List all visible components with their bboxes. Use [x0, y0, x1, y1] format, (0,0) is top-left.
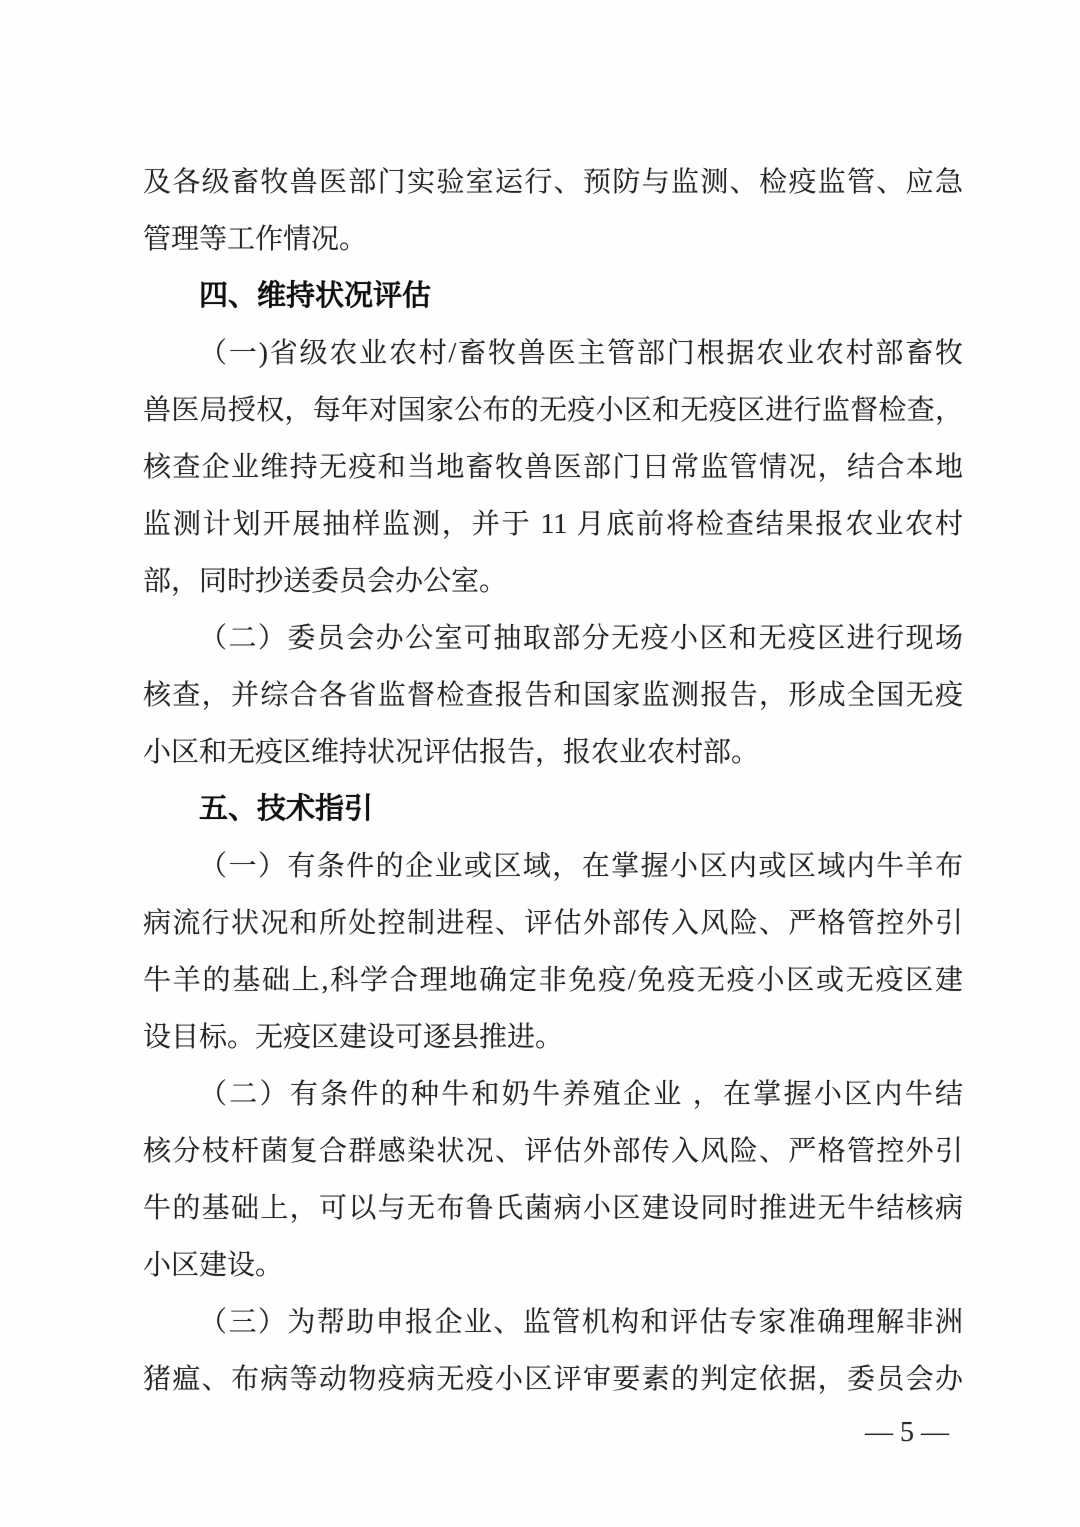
- section-heading-5-technical: 五、技术指引: [199, 793, 374, 825]
- paragraph-first-line: （二）有条件的种牛和奶牛养殖企业 ，在掌握小区内牛结: [199, 1079, 963, 1110]
- text-line: 病流行状况和所处控制进程、评估外部传入风险、严格管控外引: [143, 908, 963, 939]
- text-line: 小区和无疫区维持状况评估报告，报农业农村部。: [143, 737, 760, 768]
- paragraph-first-line: （一)省级农业农村/畜牧兽医主管部门根据农业农村部畜牧: [199, 338, 963, 369]
- text-line: 小区建设。: [143, 1250, 284, 1281]
- text-line: 设目标。无疫区建设可逐县推进。: [143, 1022, 564, 1053]
- text-line: 牛羊的基础上,科学合理地确定非免疫/免疫无疫小区或无疫区建: [143, 965, 963, 996]
- paragraph-first-line: （二）委员会办公室可抽取部分无疫小区和无疫区进行现场: [199, 623, 963, 654]
- text-line: 及各级畜牧兽医部门实验室运行、预防与监测、检疫监管、应急: [143, 167, 963, 198]
- text-line: 监测计划开展抽样监测，并于 11 月底前将检查结果报农业农村: [143, 509, 963, 540]
- document-text-block: [143, 154, 963, 1465]
- text-line: 核分枝杆菌复合群感染状况、评估外部传入风险、严格管控外引: [143, 1136, 963, 1167]
- paragraph-first-line: （一）有条件的企业或区域，在掌握小区内或区域内牛羊布: [199, 851, 963, 882]
- text-line: 部，同时抄送委员会办公室。: [143, 566, 508, 597]
- paragraph-first-line: （三）为帮助申报企业、监管机构和评估专家准确理解非洲: [199, 1307, 963, 1338]
- text-line: 管理等工作情况。: [143, 224, 368, 255]
- text-line: 核查，并综合各省监督检查报告和国家监测报告，形成全国无疫: [143, 680, 963, 711]
- text-line: 核查企业维持无疫和当地畜牧兽医部门日常监管情况，结合本地: [143, 452, 963, 483]
- section-heading-4-maintenance: 四、维持状况评估: [199, 280, 432, 312]
- text-line: 兽医局授权，每年对国家公布的无疫小区和无疫区进行监督检查，: [143, 395, 963, 426]
- page-number: — 5 —: [865, 1417, 949, 1448]
- text-line: 猪瘟、布病等动物疫病无疫小区评审要素的判定依据，委员会办: [143, 1364, 963, 1395]
- text-line: 牛的基础上，可以与无布鲁氏菌病小区建设同时推进无牛结核病: [143, 1193, 963, 1224]
